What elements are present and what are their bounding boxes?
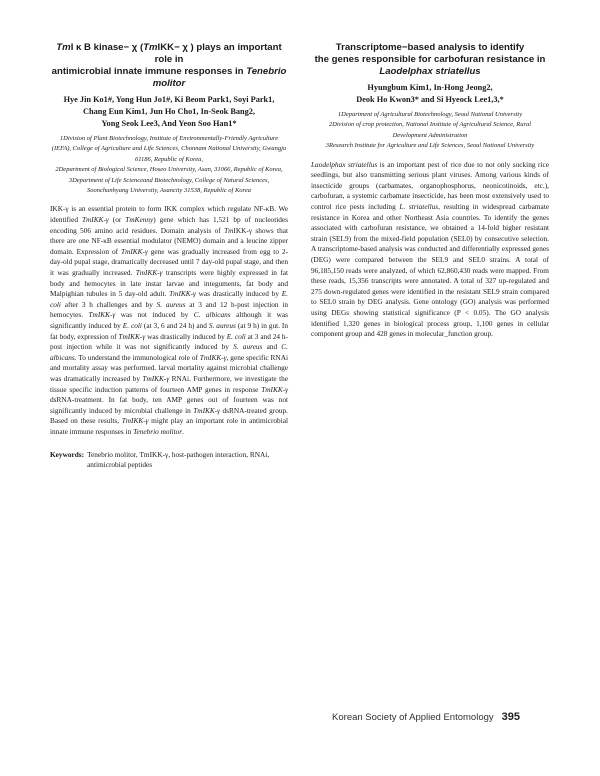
right-affiliation-3: 3Research Institute for Agriculture and Life Sciences, Seoul National University — [325, 142, 535, 150]
right-affiliation-1: 1Department of Agricultural Biotechnology, Seoul National University — [337, 111, 523, 118]
left-abstract — [50, 42, 288, 471]
right-affiliation-2: 2Division of crop protection, National Institute of Agricultural Science, Rural Development Administration — [328, 121, 532, 139]
keywords-label: Keywords: — [50, 449, 85, 459]
page-footer — [332, 711, 520, 723]
left-authors: Hye Jin Ko1#, Yong Hun Jo1#, Ki Beom Park1, Soyi Park1, Chang Eun Kim1, Jun Ho Cho1, In-Seok Bang2, Yong Seok Lee3, And Yeon Soo Han1* — [63, 95, 275, 128]
left-affiliation-1: 1Division of Plant Biotechnology, Institute of Environmentally-Friendly Agriculture (IEFA), College of Agriculture and Life Sciences, Chonnam National University, Gwangju 61186, Republic of Korea, — [51, 135, 287, 163]
keywords-list: Tenebrio molitor, TmIKK-γ, host-pathogen interaction, RNAi, antimicrobial peptides — [87, 449, 270, 470]
left-affiliation-2: 2Department of Biological Science, Hoseo University, Asan, 31066, Republic of Korea, 3Department of Life Scienceand Biotechnology, College of Natural Sciences, Soonchunhyang University, Asancity 31538, Republic of Korea — [55, 166, 283, 195]
left-abstract-body: IKK-γ is an essential protein to form IKK complex which regulate NF-κB. We identified TmIKK-γ (or TmKenny) gene which has 1,521 bp of nucleotides encoding 506 amino acid residues. Domain analysis of TmIKK-γ shows that there are one NF-κB essential modulator (NEMO) domain and a leucine zipper domain. Expression of TmIKK-γ gene was gradually increased from egg to 2-day-old pupal stage, dramatically decreased until 7 day-old pupal stage, and then it was gradually increased. TmIKK-γ transcripts were highly expressed in fat body and hemocytes in late instar larvae and integuments, fat body and Malpighian tubules in 5 day-old adult. TmIKK-γ was drastically induced by E. coli after 3 h challenges and by S. aureus at 3 and 12 h-post injection in hemocytes. TmIKK-γ was not induced by C. albicans although it was significantly induced by E. coli (at 3, 6 and 24 h) and S. aureus (at 9 h) in gut. In fat body, expression of TmIKK-γ was drastically induced by E. coli at 3 and 24 h-post injection while it was not significantly induced by S. aureus and C. albicans. To understand the immunological role of TmIKK-γ, gene specific RNAi and mortality assay was performed. larval mortality against microbial challenge was dramatically increased by TmIKK-γ RNAi. Furthermore, we investigate the tissue specific induction patterns of fourteen AMP genes in response TmIKK-γ dsRNA-treatment. In fat body, ten AMP genes out of fourteen was not significantly induced by microbial challenge in TmIKK-γ dsRNA-treated group. Based on these results, TmIKK-γ might play an important role in antimicrobial innate immune responses in Tenebrio molitor. — [50, 204, 289, 436]
right-abstract — [311, 42, 549, 340]
right-abstract-body: Laodelphax striatellus is an important pest of rice due to not only sucking rice seedlings, but also transmitting serious plant viruses. Among various kinds of insecticide groups (carbamates, organophosphorus, neonicotinoids, etc.), carbofuran, a systemic carbamate insecticide, has been most extensively used to control rice pests including L. striatellus, resulting in widespread carbamate resistance in Korea and other Northeast Asia countries. To identify the genes associated with carbofuran resistance, we obtained a 14-fold higher resistant strain (SEL9) from the mixed-field population (SEL0) by consecutive selection. A transcriptome-based analysis was conducted and differentially expressed genes (DEG) were compared between the SEL9 and SEL0 strains. A total of 96,185,150 reads were analyzed, of which 62,860,430 reads were mapped. From these reads, 15,356 transcripts were annotated. A total of 327 up-regulated and 275 down-regulated genes were identified in the resistant SEL9 strain compared to SEL0 strain by DEG analysis. Gene ontology (GO) analysis was performed using DEGs showing statistical significance (P < 0.05). The GO analysis identified 1,320 genes in biological process group, 1,100 genes in cellular component group and 428 genes in molecular_function group. — [311, 159, 549, 339]
left-title: TmI κ B kinase− χ (TmIKK− χ ) plays an important role in antimicrobial innate immune responses in Tenebrio molitor — [51, 42, 287, 89]
left-keywords — [50, 450, 288, 471]
left-affiliations — [50, 134, 288, 196]
right-authors: Hyungbum Kim1, In-Hong Jeong2, Deok Ho Kwon3* and Si Hyeock Lee1,3,* — [356, 83, 504, 104]
page-number: 395 — [501, 711, 520, 723]
society-name: Korean Society of Applied Entomology — [332, 712, 494, 723]
right-title: Transcriptome−based analysis to identify the genes responsible for carbofuran resistance in Laodelphax striatellus — [314, 42, 546, 77]
right-affiliations — [311, 110, 549, 152]
